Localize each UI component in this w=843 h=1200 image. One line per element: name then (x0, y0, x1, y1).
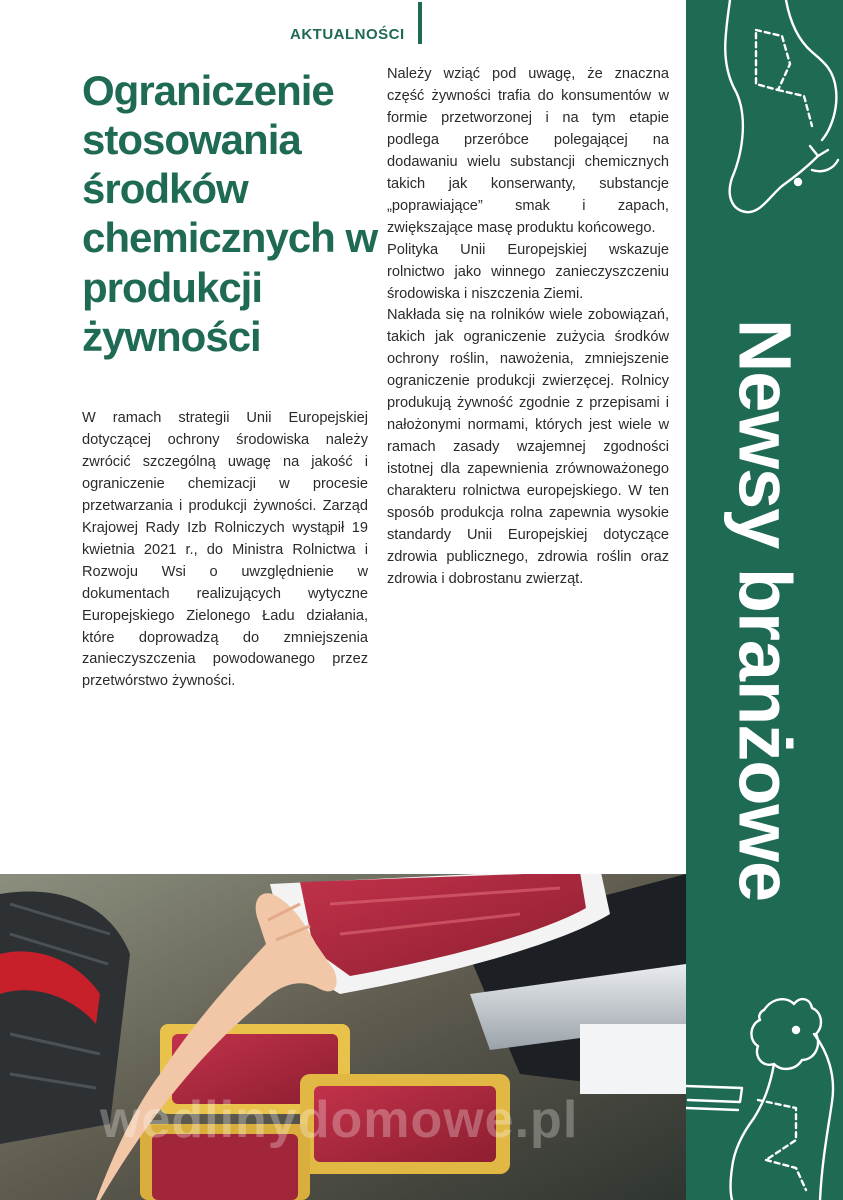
cow-outline-icon (686, 0, 843, 240)
article-title: Ograniczenie stosowania środków chemicznych w produkcji żywności (82, 67, 378, 360)
sidebar-title: Newsy branżowe (723, 318, 806, 902)
watermark: wedlinydomowe.pl (100, 1091, 579, 1149)
article-paragraph: W ramach strategii Unii Europejskiej dotyczącej ochrony środowiska należy zwrócić szczególną uwagę na jakość i ograniczenie chemizacji w procesie przetwarzania i produkcji żywności. Zarząd Krajowej Rady Izb Rolniczych wystąpił 19 kwietnia 2021 r., do Ministra Rolnictwa i Rozwoju Wsi o uwzględnienie w dokumentach realizujących wytyczne Europejskiego Zielonego Ładu działania, które doprowadzą do zmniejszenia zanieczyszczenia powodowanego przez przetwórstwo żywności. (82, 410, 368, 690)
article-paragraph: Należy wziąć pod uwagę, że znaczna część żywności trafia do konsumentów w formie przetworzonej i na tym etapie podlega przeróbce polegającej na dodawaniu wielu substancji chemicznych takich jak konserwanty, substancje „poprawiające” smak i zapach, zwiększające masę produktu końcowego. (387, 66, 669, 236)
section-divider (418, 2, 422, 44)
meat-shopping-photo (0, 874, 686, 1200)
article-paragraph: Polityka Unii Europejskiej wskazuje rolnictwo jako winnego zanieczyszczeniu środowiska i niszczenia Ziemi. (387, 241, 669, 302)
article-paragraph: Nakłada się na rolników wiele zobowiązań, takich jak ograniczenie zużycia środków ochrony roślin, nawożenia, zmniejszenie ograniczenie produkcji zwierzęcej. Rolnicy produkują żywność zgodnie z przepisami i nałożonymi normami, których jest wiele w ramach zasady wzajemnej zgodności istotnej dla zapewnienia zrównoważonego charakteru rolnictwa europejskiego. W ten sposób produkcja rolna zapewnia wysokie standardy Unii Europejskiej dotyczące zdrowia publicznego, zdrowia roślin oraz zdrowia i dobrostanu zwierząt. (387, 307, 669, 587)
sheep-outline-icon (686, 990, 843, 1200)
article-column-left (82, 408, 368, 693)
category-sidebar (686, 0, 843, 1200)
section-label: AKTUALNOŚCI (290, 26, 405, 43)
article-column-right (387, 64, 669, 591)
